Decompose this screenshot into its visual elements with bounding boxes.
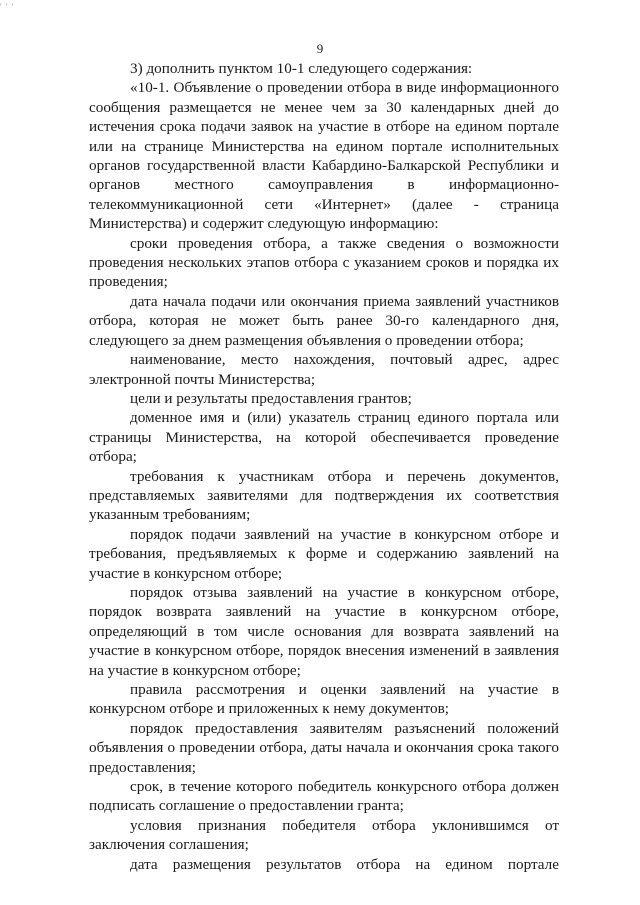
paragraph-5: наименование, место нахождения, почтовый адрес, адрес электронной почты Министерства; bbox=[89, 351, 559, 388]
paragraph-2: «10-1. Объявление о проведении отбора в виде информационного сообщения размещается не менее чем за 30 календарных дней до истечения срока подачи заявок на участие в отборе на едином портале или на странице Министерства на едином портале исполнительных органов государственной власти Кабардино-Балкарской Республики и органов местного самоуправления в информационно-телекоммуникационной сети «Интернет» (далее - страница Министерства) и содержит следующую информацию: bbox=[89, 79, 559, 233]
corner-scan-mark: ' ' ' bbox=[0, 2, 15, 12]
paragraph-4: дата начала подачи или окончания приема заявлений участников отбора, которая не может быть ранее 30-го календарного дня, следующего за днем размещения объявления о проведении отбора; bbox=[89, 292, 559, 349]
paragraph-13: срок, в течение которого победитель конкурсного отбора должен подписать соглашение о предоставлении гранта; bbox=[89, 778, 559, 815]
paragraph-3: сроки проведения отбора, а также сведения о возможности проведения нескольких этапов отбора с указанием сроков и порядка их проведения; bbox=[89, 234, 559, 291]
paragraph-15: дата размещения результатов отбора на едином портале bbox=[130, 855, 559, 873]
paragraph-12: порядок предоставления заявителям разъяснений положений объявления о проведении отбора, даты начала и окончания срока такого предоставления; bbox=[89, 719, 559, 776]
paragraph-11: правила рассмотрения и оценки заявлений на участие в конкурсном отборе и приложенных к нему документов; bbox=[89, 681, 559, 718]
paragraph-10: порядок отзыва заявлений на участие в конкурсном отборе, порядок возврата заявлений на участие в конкурсном отборе, определяющий в том числе основания для возврата заявлений на участие в конкурсном отборе, порядок внесения изменений в заявления на участие в конкурсном отборе; bbox=[89, 583, 559, 679]
page-number: 9 bbox=[316, 41, 324, 56]
document-body bbox=[89, 59, 559, 874]
paragraph-9: порядок подачи заявлений на участие в конкурсном отборе и требования, предъявляемых к форме и содержанию заявлений на участие в конкурсном отборе; bbox=[89, 525, 559, 582]
paragraph-14: условия признания победителя отбора уклонившимся от заключения соглашения; bbox=[89, 816, 559, 854]
paragraph-8: требования к участникам отбора и перечень документов, представляемых заявителями для подтверждения их соответствия указанным требованиям; bbox=[89, 467, 559, 524]
paragraph-1: 3) дополнить пунктом 10-1 следующего содержания: bbox=[130, 60, 473, 77]
paragraph-7: доменное имя и (или) указатель страниц единого портала или страницы Министерства, на которой обеспечивается проведение отбора; bbox=[89, 409, 559, 466]
paragraph-6: цели и результаты предоставления грантов; bbox=[130, 389, 412, 407]
